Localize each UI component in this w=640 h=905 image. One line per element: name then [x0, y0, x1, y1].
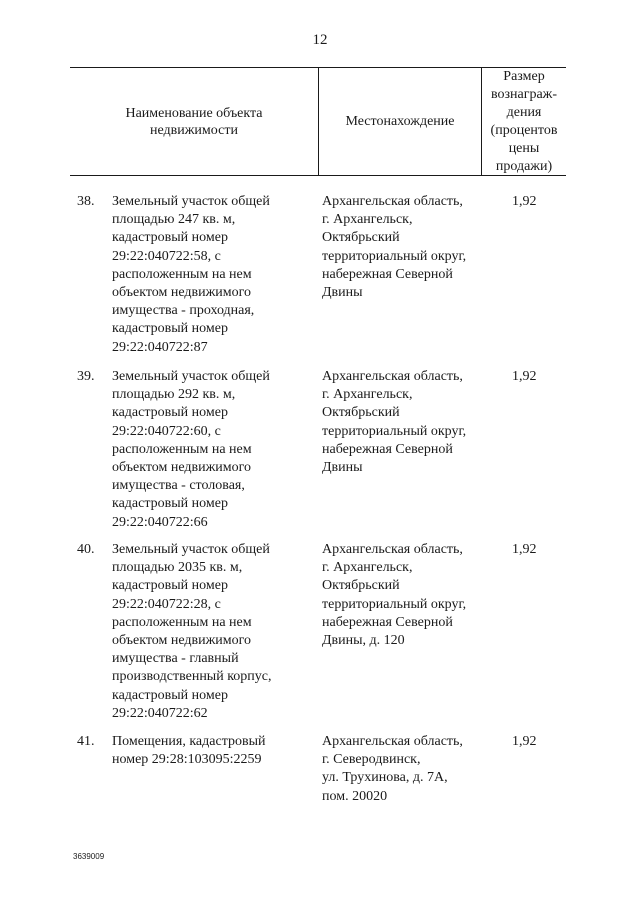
row-fee: 1,92 — [512, 542, 537, 557]
table-header — [70, 67, 566, 176]
row-location: Архангельская область, г. Архангельск, Октябрьский территориальный округ, набережная Северной Двины, д. 120 — [322, 542, 467, 649]
row-fee: 1,92 — [512, 369, 537, 384]
row-object-name: Помещения, кадастровый номер 29:28:103095:2259 — [112, 734, 266, 768]
header-fee-label: Размер вознаграж- дения (процентов цены продажи) — [490, 68, 558, 174]
row-number: 39. — [77, 369, 95, 384]
row-location: Архангельская область, г. Архангельск, Октябрьский территориальный округ, набережная Северной Двины — [322, 194, 467, 301]
row-number: 41. — [77, 734, 95, 749]
row-object-name: Земельный участок общей площадью 2035 кв. м, кадастровый номер 29:22:040722:28, с расположенным на нем объектом недвижимого имущества - главный производственный корпус, кадастровый номер 29:22:040722:62 — [112, 542, 272, 721]
header-location-cell — [319, 68, 482, 175]
header-fee-cell — [482, 68, 566, 175]
document-code: 3639009 — [73, 852, 105, 861]
header-name-cell — [70, 68, 319, 175]
header-location-label: Местонахождение — [345, 114, 455, 129]
row-object-name: Земельный участок общей площадью 247 кв. м, кадастровый номер 29:22:040722:58, с расположенным на нем объектом недвижимого имущества - проходная, кадастровый номер 29:22:040722:87 — [112, 194, 270, 355]
row-fee: 1,92 — [512, 734, 537, 749]
row-location: Архангельская область, г. Архангельск, Октябрьский территориальный округ, набережная Северной Двины — [322, 369, 467, 476]
row-number: 40. — [77, 542, 95, 557]
row-fee: 1,92 — [512, 194, 537, 209]
header-name-label: Наименование объекта недвижимости — [125, 105, 263, 138]
row-object-name: Земельный участок общей площадью 292 кв. м, кадастровый номер 29:22:040722:60, с расположенным на нем объектом недвижимого имущества - столовая, кадастровый номер 29:22:040722:66 — [112, 369, 270, 530]
page-number: 12 — [312, 32, 328, 48]
row-location: Архангельская область, г. Северодвинск, ул. Трухинова, д. 7А, пом. 20020 — [322, 734, 463, 804]
row-number: 38. — [77, 194, 95, 209]
